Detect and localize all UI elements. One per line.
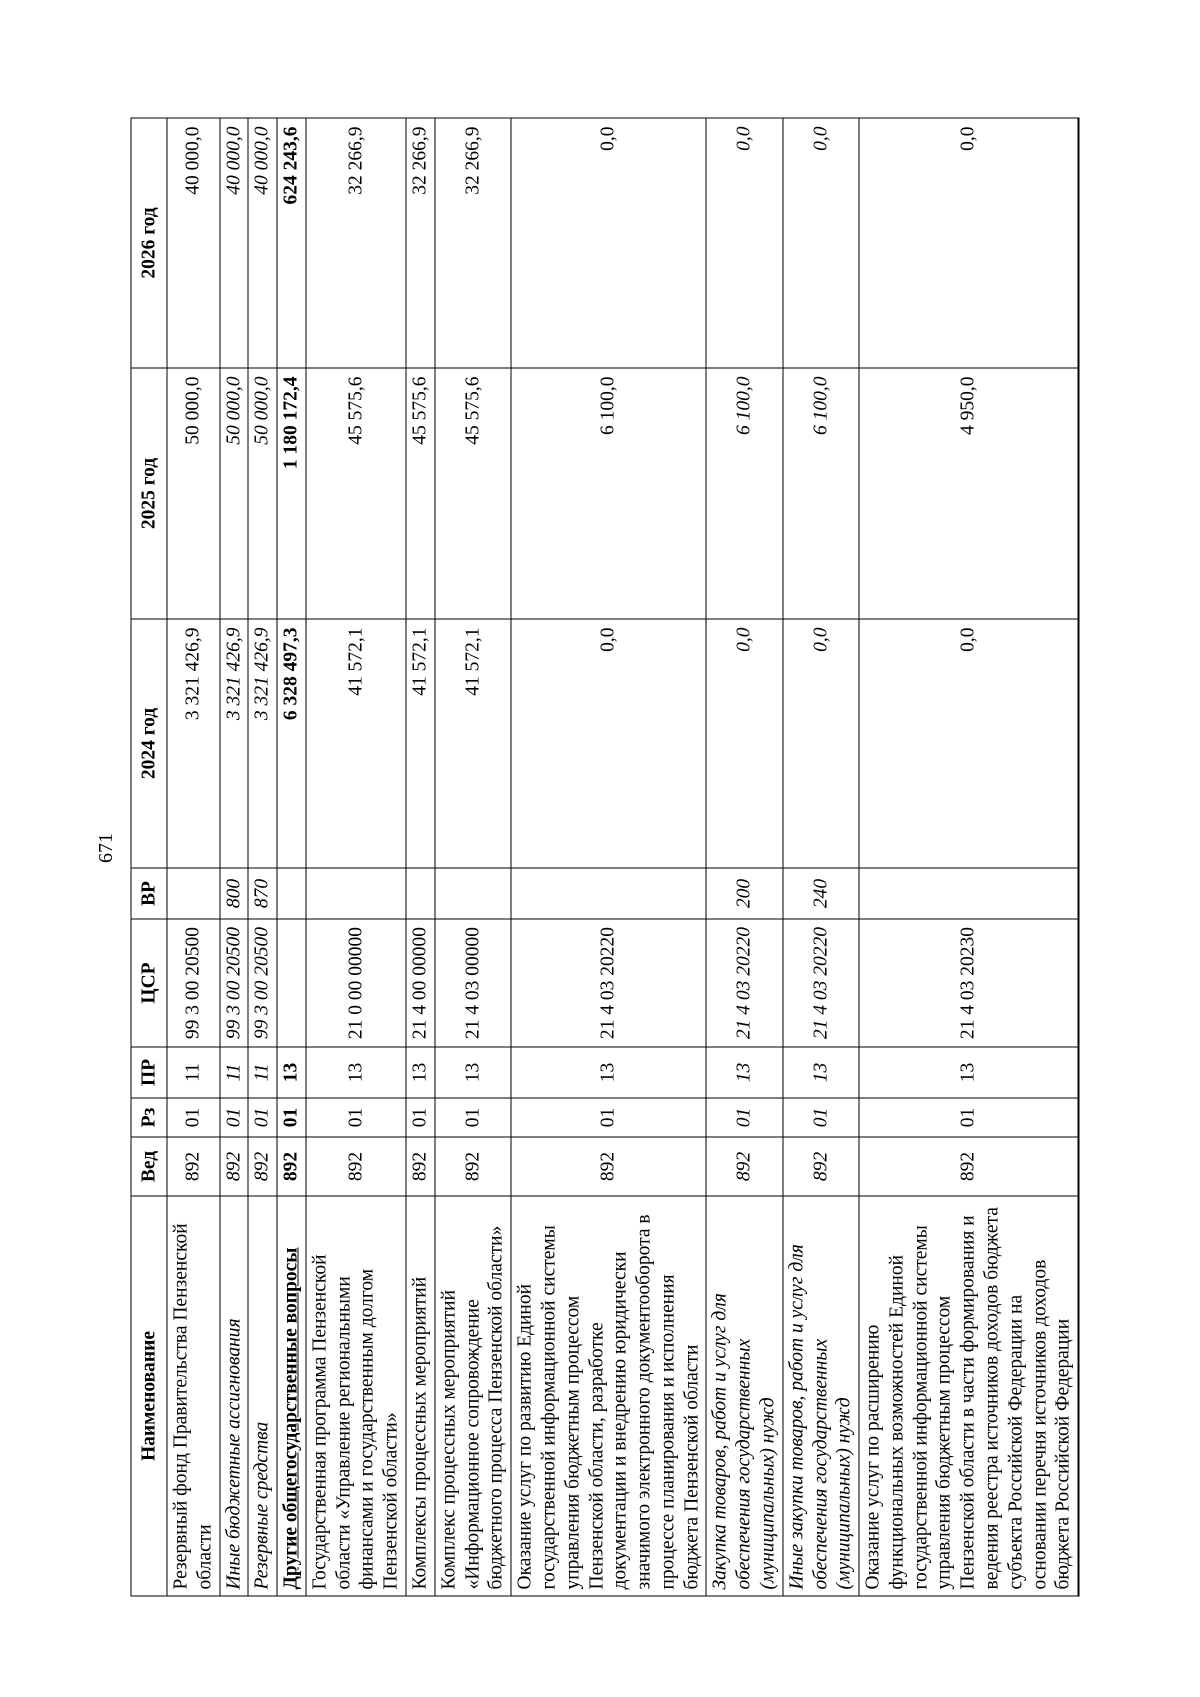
cell-vr [435, 868, 511, 919]
cell-rz: 01 [220, 1098, 249, 1137]
cell-ved: 892 [706, 1137, 782, 1196]
cell-ved: 892 [220, 1137, 249, 1196]
cell-2026: 32 266,9 [306, 118, 406, 368]
cell-2025: 50 000,0 [248, 368, 277, 619]
table-row [167, 118, 220, 1596]
cell-2026: 32 266,9 [435, 118, 511, 368]
cell-2024: 3 321 426,9 [220, 619, 249, 868]
cell-csr: 99 3 00 20500 [248, 919, 277, 1047]
cell-pr: 13 [435, 1047, 511, 1098]
cell-pr: 11 [248, 1047, 277, 1098]
cell-2025: 45 575,6 [435, 368, 511, 619]
cell-name: Резервные средства [248, 1196, 277, 1596]
cell-ved: 892 [406, 1137, 435, 1196]
cell-rz: 01 [248, 1098, 277, 1137]
cell-ved: 892 [248, 1137, 277, 1196]
cell-name [277, 1196, 306, 1596]
cell-vr: 200 [706, 868, 782, 919]
cell-2024: 3 321 426,9 [248, 619, 277, 868]
cell-ved: 892 [306, 1137, 406, 1196]
cell-pr: 13 [277, 1047, 306, 1098]
cell-rz: 01 [859, 1098, 1079, 1137]
cell-vr [406, 868, 435, 919]
cell-2025: 50 000,0 [220, 368, 249, 619]
cell-2024: 6 328 497,3 [277, 619, 306, 868]
cell-ved: 892 [277, 1137, 306, 1196]
cell-2025: 50 000,0 [167, 368, 220, 619]
cell-name: Иные бюджетные ассигнования [220, 1196, 249, 1596]
cell-2026: 0,0 [859, 118, 1079, 368]
cell-csr: 21 4 03 20220 [511, 919, 706, 1047]
cell-name-text: Другие общегосударственные вопросы [280, 1247, 302, 1589]
cell-pr: 13 [859, 1047, 1079, 1098]
cell-csr: 21 4 03 00000 [435, 919, 511, 1047]
table-row [277, 118, 306, 1596]
header-2026: 2026 год [131, 118, 167, 368]
cell-2024: 41 572,1 [306, 619, 406, 868]
cell-vr [511, 868, 706, 919]
table-row [406, 118, 435, 1596]
cell-csr: 21 4 03 20220 [783, 919, 859, 1047]
cell-2025: 6 100,0 [783, 368, 859, 619]
table-row [859, 118, 1079, 1596]
cell-ved: 892 [435, 1137, 511, 1196]
cell-name: Оказание услуг по расширению функциональных возможностей Единой государственной информационной системы управления бюджетным процессом Пензенской области в части формирования и ведения реестра источников доходов бюджета субъекта Российской Федерации на основании перечня источников доходов бюджета Российской Федерации [859, 1196, 1079, 1596]
cell-csr: 21 4 00 00000 [406, 919, 435, 1047]
cell-vr [277, 868, 306, 919]
cell-name: Оказание услуг по развитию Единой государственной информационной системы управления бюджетным процессом Пензенской области, разработке документации и внедрению юридически значимого электронного документооборота в процессе планирования и исполнения бюджета Пензенской области [511, 1196, 706, 1596]
cell-ved: 892 [783, 1137, 859, 1196]
cell-2024: 3 321 426,9 [167, 619, 220, 868]
budget-table [131, 117, 1080, 1596]
cell-pr: 13 [306, 1047, 406, 1098]
table-row [511, 118, 706, 1596]
cell-name: Комплексы процессных мероприятий [406, 1196, 435, 1596]
cell-2026: 40 000,0 [167, 118, 220, 368]
header-csr: ЦСР [131, 919, 167, 1047]
cell-rz: 01 [277, 1098, 306, 1137]
table-row [306, 118, 406, 1596]
cell-2026: 0,0 [706, 118, 782, 368]
cell-2024: 0,0 [706, 619, 782, 868]
cell-rz: 01 [435, 1098, 511, 1137]
cell-rz: 01 [167, 1098, 220, 1137]
cell-2026: 0,0 [783, 118, 859, 368]
cell-2026: 624 243,6 [277, 118, 306, 368]
cell-vr [859, 868, 1079, 919]
cell-rz: 01 [306, 1098, 406, 1137]
cell-2025: 1 180 172,4 [277, 368, 306, 619]
header-pr: ПР [131, 1047, 167, 1098]
cell-rz: 01 [783, 1098, 859, 1137]
cell-csr: 21 4 03 20230 [859, 919, 1079, 1047]
cell-ved: 892 [167, 1137, 220, 1196]
cell-name: Закупка товаров, работ и услуг для обеспечения государственных (муниципальных) нужд [706, 1196, 782, 1596]
cell-vr: 800 [220, 868, 249, 919]
cell-csr: 99 3 00 20500 [167, 919, 220, 1047]
cell-csr: 21 4 03 20220 [706, 919, 782, 1047]
cell-2024: 0,0 [859, 619, 1079, 868]
table-row [706, 118, 782, 1596]
table-row [248, 118, 277, 1596]
cell-ved: 892 [511, 1137, 706, 1196]
table-row [435, 118, 511, 1596]
cell-2026: 32 266,9 [406, 118, 435, 368]
cell-name: Иные закупки товаров, работ и услуг для обеспечения государственных (муниципальных) нужд [783, 1196, 859, 1596]
cell-rz: 01 [406, 1098, 435, 1137]
header-ved: Вед [131, 1137, 167, 1196]
header-rz: Рз [131, 1098, 167, 1137]
cell-2024: 0,0 [783, 619, 859, 868]
cell-pr: 11 [220, 1047, 249, 1098]
cell-csr [277, 919, 306, 1047]
cell-csr: 21 0 00 00000 [306, 919, 406, 1047]
cell-csr: 99 3 00 20500 [220, 919, 249, 1047]
cell-rz: 01 [706, 1098, 782, 1137]
cell-2024: 41 572,1 [435, 619, 511, 868]
header-2025: 2025 год [131, 368, 167, 619]
cell-pr: 13 [406, 1047, 435, 1098]
table-row [220, 118, 249, 1596]
cell-vr: 240 [783, 868, 859, 919]
cell-vr [306, 868, 406, 919]
cell-2025: 6 100,0 [511, 368, 706, 619]
cell-2024: 0,0 [511, 619, 706, 868]
cell-vr [167, 868, 220, 919]
cell-ved: 892 [859, 1137, 1079, 1196]
cell-pr: 13 [706, 1047, 782, 1098]
cell-2025: 4 950,0 [859, 368, 1079, 619]
cell-2025: 45 575,6 [406, 368, 435, 619]
cell-2026: 40 000,0 [220, 118, 249, 368]
cell-pr: 13 [783, 1047, 859, 1098]
cell-pr: 11 [167, 1047, 220, 1098]
header-vr: ВР [131, 868, 167, 919]
header-row [131, 118, 167, 1596]
cell-vr: 870 [248, 868, 277, 919]
header-name: Наименование [131, 1196, 167, 1596]
cell-2024: 41 572,1 [406, 619, 435, 868]
cell-2026: 0,0 [511, 118, 706, 368]
cell-2026: 40 000,0 [248, 118, 277, 368]
cell-name: Резервный фонд Правительства Пензенской области [167, 1196, 220, 1596]
table-row [783, 118, 859, 1596]
cell-pr: 13 [511, 1047, 706, 1098]
rotated-table-container [131, 118, 1074, 1596]
header-2024: 2024 год [131, 619, 167, 868]
cell-2025: 6 100,0 [706, 368, 782, 619]
cell-name: Государственная программа Пензенской области «Управление региональными финансами и государственным долгом Пензенской области» [306, 1196, 406, 1596]
cell-rz: 01 [511, 1098, 706, 1137]
cell-2025: 45 575,6 [306, 368, 406, 619]
cell-name: Комплекс процессных мероприятий «Информационное сопровождение бюджетного процесса Пензенской области» [435, 1196, 511, 1596]
page-number: 671 [95, 833, 117, 863]
